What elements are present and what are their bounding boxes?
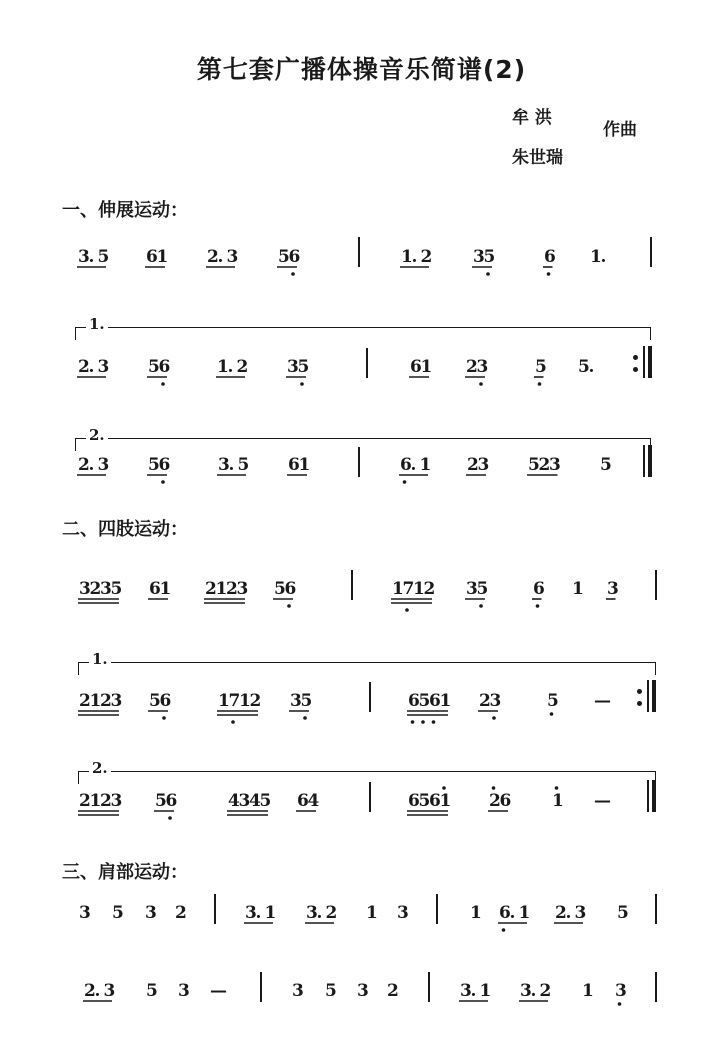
- score-title: 第七套广播体操音乐简谱(2): [196, 55, 527, 84]
- note-digit: 1: [218, 691, 230, 711]
- lower-octave-dot: [300, 382, 304, 386]
- note-group: [78, 791, 122, 815]
- note-digit: 1: [413, 579, 425, 599]
- note-digit: 1: [419, 455, 432, 475]
- note-digit: 1: [366, 903, 378, 923]
- note-digit: 3: [78, 247, 90, 267]
- note-digit: 6: [429, 691, 441, 711]
- note-digit: 3: [466, 579, 478, 599]
- note-digit: 6: [408, 691, 420, 711]
- note-digit: 6: [297, 791, 309, 811]
- note-group: [466, 455, 489, 475]
- dotted-note-mark: .: [255, 903, 262, 923]
- note-digit: 5: [278, 247, 290, 267]
- dotted-note-mark: .: [217, 247, 224, 267]
- note-digit: 2: [423, 579, 436, 599]
- note-group: [470, 903, 482, 923]
- note-group: [77, 247, 109, 267]
- note-group: [78, 579, 122, 603]
- note-digit: 2: [420, 247, 433, 267]
- note-group: [305, 903, 337, 923]
- note-group: [145, 903, 157, 923]
- note-group: [178, 981, 190, 1001]
- note-digit: 5: [325, 981, 337, 1001]
- note-group: [289, 691, 312, 720]
- note-group: [552, 786, 564, 811]
- note-group: [204, 579, 248, 603]
- note-digit: 1: [217, 357, 229, 377]
- note-group: [292, 981, 304, 1001]
- note-group: [175, 903, 187, 923]
- note-digit: 2: [78, 357, 90, 377]
- note-digit: 6: [158, 357, 171, 377]
- note-digit: 3: [549, 455, 561, 475]
- note-group: [296, 791, 320, 811]
- lower-octave-dot: [291, 272, 295, 276]
- note-digit: 3: [574, 903, 587, 923]
- note-group: [148, 691, 171, 720]
- composer-1: 牟 洪: [512, 108, 552, 128]
- note-digit: 2: [84, 981, 96, 1001]
- note-digit: 1: [392, 579, 404, 599]
- note-digit: 5: [483, 247, 496, 267]
- note-digit: 3: [226, 247, 239, 267]
- section-heading-3: 三、肩部运动：: [62, 862, 188, 883]
- lower-octave-dot: [538, 382, 542, 386]
- note-group: [543, 247, 556, 276]
- note-digit: 5: [148, 357, 160, 377]
- note-digit: 2: [78, 455, 90, 475]
- note-digit: 3: [79, 579, 91, 599]
- note-group: [472, 247, 495, 276]
- note-group: [527, 455, 561, 475]
- note-digit: 3: [397, 903, 409, 923]
- note-digit: 3: [357, 981, 369, 1001]
- note-group: [617, 903, 629, 923]
- note-digit: 5: [297, 357, 310, 377]
- note-group: [547, 691, 559, 716]
- note-group: [79, 903, 91, 923]
- note-digit: 6: [288, 247, 301, 267]
- note-digit: 5: [300, 691, 313, 711]
- note-digit: 1: [215, 579, 228, 599]
- note-digit: 6: [429, 791, 441, 811]
- note-group: [459, 981, 491, 1001]
- section-heading-2: 二、四肢运动：: [62, 519, 188, 540]
- note-digit: 2: [175, 903, 187, 923]
- note-digit: 3: [236, 579, 249, 599]
- note-digit: 1: [439, 691, 452, 711]
- note-digit: 1: [264, 903, 277, 923]
- note-digit: 6: [149, 579, 161, 599]
- note-digit: 4: [228, 791, 240, 811]
- note-group: [147, 357, 170, 386]
- note-group: [397, 903, 409, 923]
- dotted-note-mark: .: [227, 357, 234, 377]
- note-digit: 3: [97, 455, 110, 475]
- note-digit: 5: [148, 455, 160, 475]
- note-digit: 6: [165, 791, 178, 811]
- note-digit: 3: [110, 691, 123, 711]
- note-digit: 1: [89, 791, 102, 811]
- note-digit: 1: [239, 691, 251, 711]
- note-digit: 6: [533, 579, 545, 599]
- lower-octave-dot: [432, 720, 436, 724]
- note-group: [409, 357, 432, 377]
- dotted-note-mark: .: [530, 981, 537, 1001]
- note-group: [582, 981, 594, 1001]
- note-digit: 5: [476, 579, 489, 599]
- note-group: [148, 579, 171, 599]
- note-digit: 6: [499, 791, 512, 811]
- dotted-note-mark: .: [509, 903, 516, 923]
- note-digit: 2: [489, 791, 501, 811]
- note-digit: 4: [307, 791, 320, 811]
- note-group: [387, 981, 399, 1001]
- note-digit: 1: [470, 903, 482, 923]
- lower-octave-dot: [550, 712, 554, 716]
- note-group: [210, 981, 227, 1001]
- note-group: [147, 455, 170, 484]
- note-digit: 3: [476, 357, 489, 377]
- note-digit: 3: [287, 357, 299, 377]
- note-digit: 5: [155, 791, 167, 811]
- note-digit: 1: [552, 791, 564, 811]
- dotted-note-mark: .: [600, 247, 607, 267]
- note-group: [407, 691, 451, 724]
- note-group: [217, 455, 249, 475]
- note-digit: 1: [420, 357, 433, 377]
- lower-octave-dot: [421, 720, 425, 724]
- dotted-note-mark: .: [88, 455, 95, 475]
- note-digit: 2: [226, 579, 238, 599]
- note-group: [478, 691, 501, 720]
- note-digit: 5: [112, 903, 124, 923]
- note-digit: —: [594, 691, 611, 711]
- note-group: [227, 791, 271, 815]
- lower-octave-dot: [162, 716, 166, 720]
- upper-octave-dot: [555, 786, 559, 790]
- note-group: [366, 903, 378, 923]
- note-group: [286, 357, 309, 386]
- lower-octave-dot: [547, 272, 551, 276]
- note-digit: —: [594, 791, 611, 811]
- note-digit: 5: [274, 579, 286, 599]
- note-digit: 6: [288, 455, 300, 475]
- note-digit: 2: [466, 357, 478, 377]
- note-digit: 1: [582, 981, 594, 1001]
- note-digit: 6: [400, 455, 412, 475]
- lower-octave-dot: [479, 382, 483, 386]
- volta-label-4: 2.: [89, 759, 111, 777]
- note-digit: 5: [528, 455, 540, 475]
- note-digit: 3: [615, 981, 627, 1001]
- note-group: [357, 981, 369, 1001]
- note-group: [273, 579, 296, 608]
- note-digit: 2: [538, 455, 551, 475]
- note-group: [465, 357, 488, 386]
- note-group: [554, 903, 586, 923]
- note-digit: 5: [600, 455, 612, 475]
- dotted-note-mark: .: [228, 455, 235, 475]
- volta-label-3: 1.: [89, 650, 111, 668]
- note-digit: 1: [298, 455, 311, 475]
- lower-octave-dot: [168, 816, 172, 820]
- note-digit: 2: [89, 579, 102, 599]
- note-digit: 5: [146, 981, 158, 1001]
- dotted-note-mark: .: [88, 247, 95, 267]
- note-digit: 1: [401, 247, 413, 267]
- lower-octave-dot: [287, 604, 291, 608]
- note-digit: 1: [156, 247, 169, 267]
- note-digit: 1: [89, 691, 102, 711]
- note-digit: 6: [499, 903, 511, 923]
- note-digit: 2: [100, 691, 112, 711]
- lower-octave-dot: [492, 716, 496, 720]
- lower-octave-dot: [536, 604, 540, 608]
- note-digit: 2: [479, 691, 491, 711]
- composer-2: 朱世瑞: [512, 148, 563, 168]
- note-digit: 2: [207, 247, 219, 267]
- note-digit: 2: [79, 691, 91, 711]
- note-group: [488, 786, 511, 811]
- note-digit: 3: [292, 981, 304, 1001]
- note-digit: 6: [544, 247, 556, 267]
- note-digit: 2: [387, 981, 399, 1001]
- note-digit: 1: [590, 247, 602, 267]
- note-digit: 6: [146, 247, 158, 267]
- note-digit: 5: [535, 357, 547, 377]
- note-group: [594, 791, 611, 811]
- note-digit: 6: [158, 455, 171, 475]
- note-digit: 3: [489, 691, 502, 711]
- note-digit: 7: [228, 691, 241, 711]
- note-group: [287, 455, 310, 475]
- note-digit: 6: [284, 579, 297, 599]
- note-digit: 3: [460, 981, 472, 1001]
- note-digit: 1: [572, 579, 584, 599]
- lower-octave-dot: [502, 928, 506, 932]
- note-digit: 3: [477, 455, 490, 475]
- note-group: [154, 791, 177, 820]
- upper-octave-dot: [492, 786, 496, 790]
- note-digit: 5: [110, 579, 123, 599]
- note-group: [399, 455, 431, 484]
- note-digit: 5: [418, 691, 431, 711]
- note-group: [77, 357, 109, 377]
- note-digit: 6: [410, 357, 422, 377]
- note-digit: 5: [149, 691, 161, 711]
- note-group: [465, 579, 488, 608]
- dotted-note-mark: .: [470, 981, 477, 1001]
- note-digit: 3: [97, 357, 110, 377]
- note-digit: 3: [145, 903, 157, 923]
- note-group: [594, 691, 611, 711]
- note-group: [572, 579, 584, 599]
- volta-label-1: 1.: [86, 315, 108, 333]
- note-group: [590, 247, 606, 267]
- note-digit: 5: [617, 903, 629, 923]
- note-digit: 1: [479, 981, 492, 1001]
- dotted-note-mark: .: [411, 247, 418, 267]
- note-group: [112, 903, 124, 923]
- note-group: [534, 357, 547, 386]
- section-heading-1: 一、伸展运动：: [62, 200, 188, 221]
- note-digit: 7: [402, 579, 415, 599]
- note-digit: 3: [520, 981, 532, 1001]
- note-group: [216, 357, 248, 377]
- note-group: [606, 579, 619, 599]
- dotted-note-mark: .: [410, 455, 417, 475]
- note-group: [600, 455, 612, 475]
- note-digit: 3: [100, 579, 112, 599]
- note-group: [578, 357, 594, 377]
- note-digit: 4: [249, 791, 261, 811]
- note-group: [78, 691, 122, 715]
- volta-label-2: 2.: [86, 426, 108, 444]
- note-digit: 5: [578, 357, 590, 377]
- note-group: [391, 579, 435, 612]
- note-digit: 2: [467, 455, 479, 475]
- lower-octave-dot: [405, 608, 409, 612]
- note-digit: 2: [205, 579, 217, 599]
- lower-octave-dot: [411, 720, 415, 724]
- note-group: [83, 981, 115, 1001]
- note-digit: 1: [159, 579, 172, 599]
- note-group: [217, 691, 261, 724]
- note-digit: 3: [473, 247, 485, 267]
- dotted-note-mark: .: [565, 903, 572, 923]
- lower-octave-dot: [479, 604, 483, 608]
- note-group: [519, 981, 551, 1001]
- composer-role: 作曲: [603, 120, 637, 140]
- note-digit: 5: [237, 455, 250, 475]
- lower-octave-dot: [231, 720, 235, 724]
- note-digit: 2: [555, 903, 567, 923]
- note-digit: 3: [238, 791, 251, 811]
- note-group: [146, 981, 158, 1001]
- note-digit: 3: [607, 579, 619, 599]
- lower-octave-dot: [486, 272, 490, 276]
- dotted-note-mark: .: [316, 903, 323, 923]
- note-group: [325, 981, 337, 1001]
- dotted-note-mark: .: [94, 981, 101, 1001]
- note-group: [498, 903, 530, 932]
- lower-octave-dot: [161, 382, 165, 386]
- note-group: [77, 455, 109, 475]
- note-group: [615, 981, 627, 1006]
- note-digit: 2: [325, 903, 338, 923]
- note-digit: 5: [259, 791, 272, 811]
- note-digit: 2: [236, 357, 249, 377]
- note-digit: 2: [100, 791, 112, 811]
- note-digit: 2: [539, 981, 552, 1001]
- note-digit: 3: [290, 691, 302, 711]
- lower-octave-dot: [618, 1002, 622, 1006]
- note-digit: 1: [518, 903, 531, 923]
- note-digit: 3: [110, 791, 123, 811]
- dotted-note-mark: .: [588, 357, 595, 377]
- note-digit: 5: [418, 791, 431, 811]
- lower-octave-dot: [161, 480, 165, 484]
- lower-octave-dot: [303, 716, 307, 720]
- note-group: [532, 579, 545, 608]
- note-digit: 5: [97, 247, 110, 267]
- note-digit: 3: [306, 903, 318, 923]
- note-group: [206, 247, 238, 267]
- note-group: [145, 247, 168, 267]
- note-group: [400, 247, 432, 267]
- note-digit: 2: [249, 691, 262, 711]
- note-group: [244, 903, 276, 923]
- note-digit: 3: [178, 981, 190, 1001]
- note-digit: 3: [103, 981, 116, 1001]
- note-group: [277, 247, 300, 276]
- dotted-note-mark: .: [88, 357, 95, 377]
- lower-octave-dot: [403, 480, 407, 484]
- note-digit: 6: [159, 691, 172, 711]
- note-digit: 3: [245, 903, 257, 923]
- note-digit: 1: [439, 791, 452, 811]
- note-group: [407, 786, 451, 815]
- note-digit: 5: [547, 691, 559, 711]
- upper-octave-dot: [442, 786, 446, 790]
- note-digit: 3: [79, 903, 91, 923]
- note-digit: 6: [408, 791, 420, 811]
- note-digit: 2: [79, 791, 91, 811]
- note-digit: 3: [218, 455, 230, 475]
- note-digit: —: [210, 981, 227, 1001]
